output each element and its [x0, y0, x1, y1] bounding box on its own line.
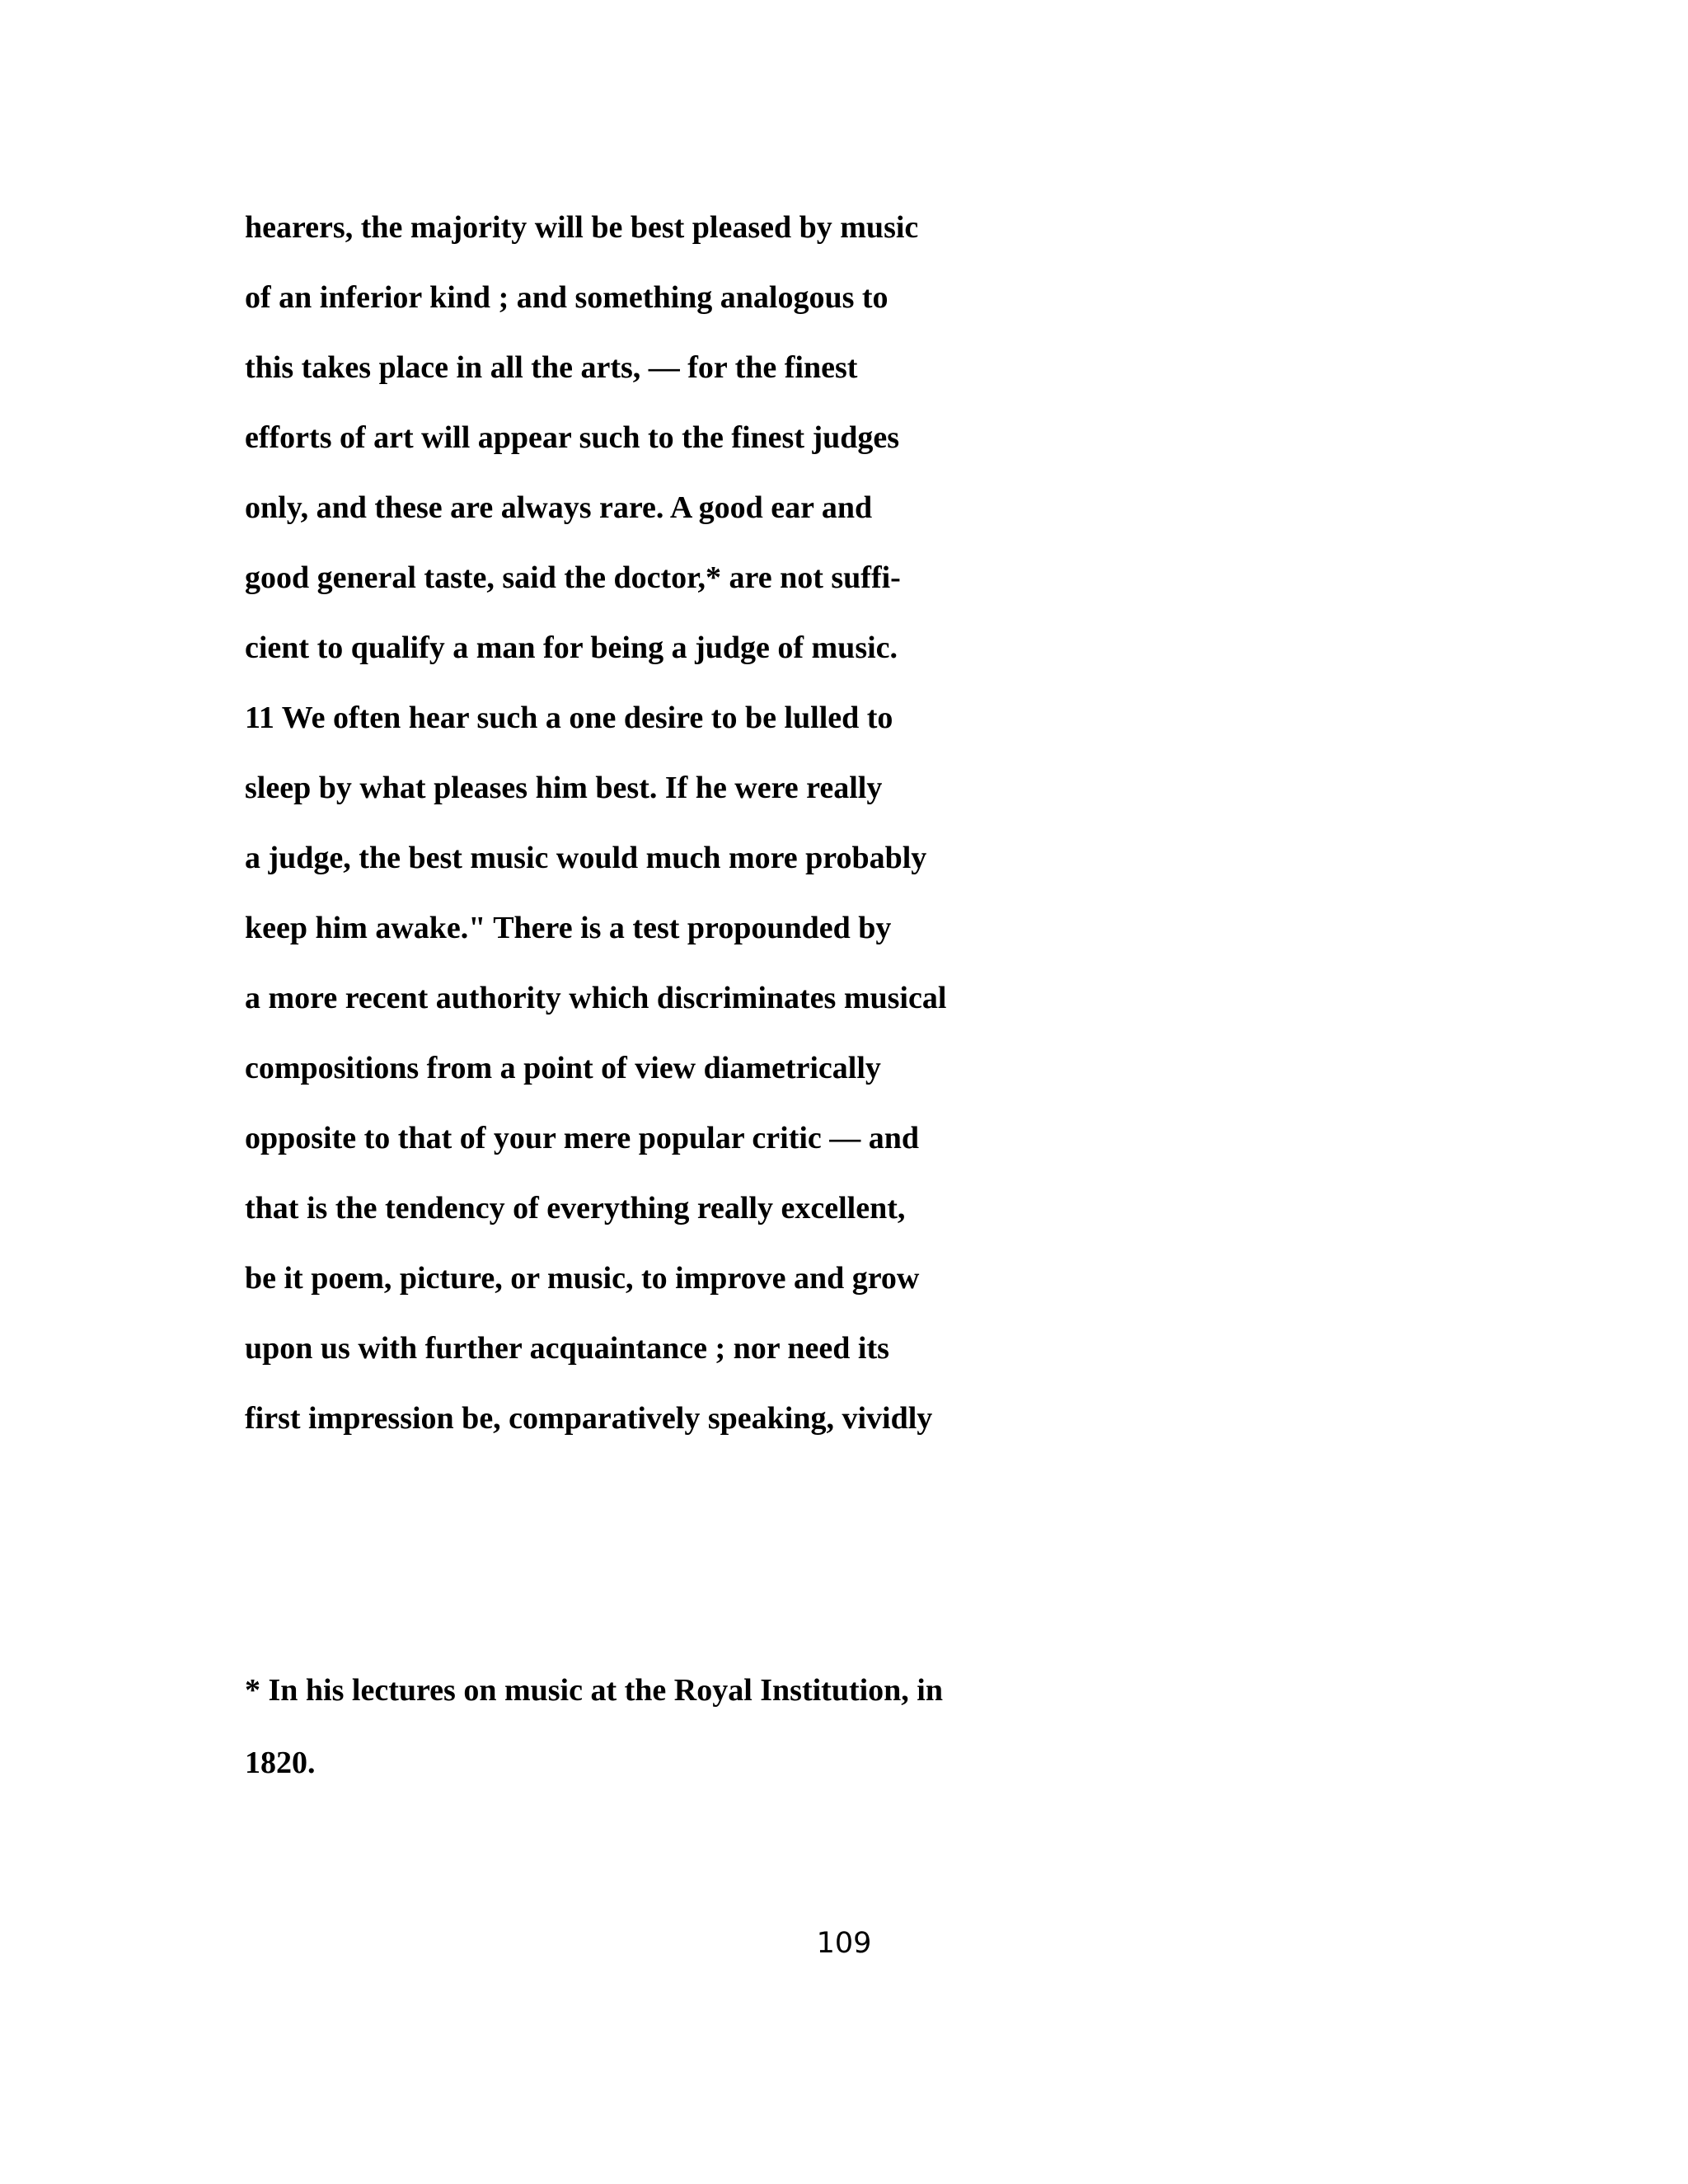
body-line: that is the tendency of everything really excellent, — [245, 1191, 906, 1226]
body-line: sleep by what pleases him best. If he were really — [245, 771, 883, 805]
body-line: compositions from a point of view diametrically — [245, 1051, 881, 1085]
footnote-line: 1820. — [245, 1746, 316, 1780]
body-line: upon us with further acquaintance ; nor need its — [245, 1331, 889, 1366]
body-line: be it poem, picture, or music, to improve and grow — [245, 1261, 920, 1296]
body-line: first impression be, comparatively speaking, vividly — [245, 1401, 933, 1436]
body-line: a more recent authority which discriminates musical — [245, 981, 947, 1015]
body-line: only, and these are always rare. A good ear and — [245, 490, 873, 525]
body-line: efforts of art will appear such to the finest judges — [245, 420, 900, 455]
body-line: of an inferior kind ; and something analogous to — [245, 280, 889, 315]
body-line: keep him awake." There is a test propounded by — [245, 911, 892, 945]
footnote — [245, 1654, 1069, 1799]
body-line: good general taste, said the doctor,* are not suffi- — [245, 560, 901, 595]
body-line: 11 We often hear such a one desire to be lulled to — [245, 701, 893, 735]
page-number: 109 — [816, 1927, 872, 1960]
body-line: hearers, the majority will be best pleased by music — [245, 210, 919, 245]
body-line: opposite to that of your mere popular critic — and — [245, 1121, 920, 1155]
body-text — [245, 193, 1069, 1454]
body-line: cient to qualify a man for being a judge of music. — [245, 630, 898, 665]
body-line: this takes place in all the arts, — for the finest — [245, 350, 858, 385]
body-line: a judge, the best music would much more probably — [245, 841, 927, 875]
footnote-line: * In his lectures on music at the Royal Institution, in — [245, 1673, 944, 1708]
